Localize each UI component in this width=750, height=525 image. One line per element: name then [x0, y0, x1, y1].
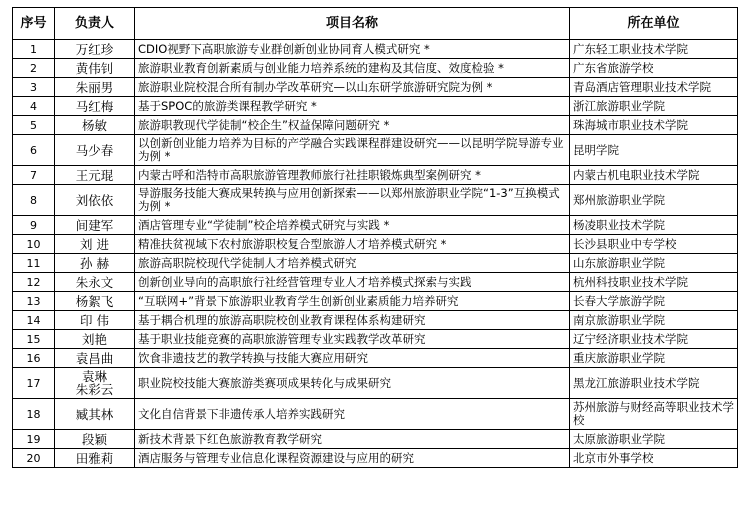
row-person — [55, 368, 135, 399]
row-number: 7 — [13, 166, 55, 185]
row-unit: 浙江旅游职业学院 — [570, 97, 738, 116]
table-row — [13, 59, 738, 78]
row-person: 杨絮飞 — [55, 292, 135, 311]
row-number: 4 — [13, 97, 55, 116]
row-number: 3 — [13, 78, 55, 97]
row-project-title: 精准扶贫视域下农村旅游职校复合型旅游人才培养模式研究 * — [135, 235, 570, 254]
row-unit: 北京市外事学校 — [570, 449, 738, 468]
row-person: 田雅莉 — [55, 449, 135, 468]
row-number: 1 — [13, 40, 55, 59]
header-unit: 所在单位 — [570, 8, 738, 40]
row-person: 黄伟钊 — [55, 59, 135, 78]
table-row — [13, 254, 738, 273]
row-unit: 广东轻工职业技术学院 — [570, 40, 738, 59]
row-unit: 长春大学旅游学院 — [570, 292, 738, 311]
row-person: 万红珍 — [55, 40, 135, 59]
row-project-title: 文化自信背景下非遗传承人培养实践研究 — [135, 399, 570, 430]
row-number: 10 — [13, 235, 55, 254]
row-project-title: 基于职业技能竞赛的高职旅游管理专业实践教学改革研究 — [135, 330, 570, 349]
row-person: 朱永文 — [55, 273, 135, 292]
table-row — [13, 368, 738, 399]
row-unit: 苏州旅游与财经高等职业技术学校 — [570, 399, 738, 430]
row-person: 间建军 — [55, 216, 135, 235]
row-project-title: “互联网+”背景下旅游职业教育学生创新创业素质能力培养研究 — [135, 292, 570, 311]
row-person: 杨敏 — [55, 116, 135, 135]
row-person: 刘 进 — [55, 235, 135, 254]
row-project-title: 基于SPOC的旅游类课程教学研究 * — [135, 97, 570, 116]
table-row — [13, 78, 738, 97]
row-unit: 广东省旅游学校 — [570, 59, 738, 78]
row-unit: 杨凌职业技术学院 — [570, 216, 738, 235]
row-number: 2 — [13, 59, 55, 78]
table-row — [13, 185, 738, 216]
person-name: 朱彩云 — [75, 382, 114, 397]
row-project-title: 旅游职业教育创新素质与创业能力培养系统的建构及其信度、效度检验 * — [135, 59, 570, 78]
table-header-row — [13, 8, 738, 40]
table-row — [13, 235, 738, 254]
row-project-title: 基于耦合机理的旅游高职院校创业教育课程体系构建研究 — [135, 311, 570, 330]
row-unit: 珠海城市职业技术学院 — [570, 116, 738, 135]
row-person: 刘艳 — [55, 330, 135, 349]
row-project-title: 旅游高职院校现代学徒制人才培养模式研究 — [135, 254, 570, 273]
header-no: 序号 — [13, 8, 55, 40]
project-list-table — [12, 7, 738, 468]
table-row — [13, 116, 738, 135]
row-unit: 重庆旅游职业学院 — [570, 349, 738, 368]
row-number: 11 — [13, 254, 55, 273]
row-person: 孙 赫 — [55, 254, 135, 273]
table-row — [13, 216, 738, 235]
table-row — [13, 449, 738, 468]
row-person: 马少春 — [55, 135, 135, 166]
table-row — [13, 273, 738, 292]
table-row — [13, 166, 738, 185]
row-unit: 太原旅游职业学院 — [570, 430, 738, 449]
row-project-title: 导游服务技能大赛成果转换与应用创新探索——以郑州旅游职业学院“1-3”互换模式为例 * — [135, 185, 570, 216]
row-person: 马红梅 — [55, 97, 135, 116]
header-project: 项目名称 — [135, 8, 570, 40]
person-name: 袁琳 — [81, 369, 107, 384]
row-person: 臧其林 — [55, 399, 135, 430]
row-unit: 昆明学院 — [570, 135, 738, 166]
row-number: 17 — [13, 368, 55, 399]
table-row — [13, 292, 738, 311]
row-person: 王元琨 — [55, 166, 135, 185]
row-project-title: 旅游职业院校混合所有制办学改革研究—以山东研学旅游研究院为例 * — [135, 78, 570, 97]
row-number: 13 — [13, 292, 55, 311]
row-number: 6 — [13, 135, 55, 166]
row-project-title: 以创新创业能力培养为目标的产学融合实践课程群建设研究——以昆明学院导游专业为例 * — [135, 135, 570, 166]
row-project-title: 旅游职教现代学徒制“校企生”权益保障问题研究 * — [135, 116, 570, 135]
row-unit: 青岛酒店管理职业技术学院 — [570, 78, 738, 97]
row-person: 刘依依 — [55, 185, 135, 216]
row-project-title: 内蒙古呼和浩特市高职旅游管理教师旅行社挂职锻炼典型案例研究 * — [135, 166, 570, 185]
row-person: 印 伟 — [55, 311, 135, 330]
row-number: 14 — [13, 311, 55, 330]
row-unit: 黑龙江旅游职业技术学院 — [570, 368, 738, 399]
table-row — [13, 40, 738, 59]
row-person: 袁昌曲 — [55, 349, 135, 368]
row-project-title: 酒店管理专业“学徒制”校企培养模式研究与实践 * — [135, 216, 570, 235]
row-number: 12 — [13, 273, 55, 292]
row-person: 段颖 — [55, 430, 135, 449]
row-number: 15 — [13, 330, 55, 349]
row-project-title: 职业院校技能大赛旅游类赛项成果转化与成果研究 — [135, 368, 570, 399]
row-project-title: CDIO视野下高职旅游专业群创新创业协同育人模式研究 * — [135, 40, 570, 59]
row-unit: 郑州旅游职业学院 — [570, 185, 738, 216]
row-person: 朱丽男 — [55, 78, 135, 97]
row-project-title: 新技术背景下红色旅游教育教学研究 — [135, 430, 570, 449]
table-row — [13, 430, 738, 449]
table-body — [13, 40, 738, 468]
row-number: 20 — [13, 449, 55, 468]
header-person: 负责人 — [55, 8, 135, 40]
table-row — [13, 330, 738, 349]
row-unit: 内蒙古机电职业技术学院 — [570, 166, 738, 185]
row-unit: 杭州科技职业技术学院 — [570, 273, 738, 292]
row-project-title: 创新创业导向的高职旅行社经营管理专业人才培养模式探索与实践 — [135, 273, 570, 292]
row-project-title: 饮食非遗技艺的教学转换与技能大赛应用研究 — [135, 349, 570, 368]
row-number: 18 — [13, 399, 55, 430]
table-row — [13, 311, 738, 330]
row-unit: 山东旅游职业学院 — [570, 254, 738, 273]
row-number: 16 — [13, 349, 55, 368]
row-project-title: 酒店服务与管理专业信息化课程资源建设与应用的研究 — [135, 449, 570, 468]
table-row — [13, 349, 738, 368]
table-row — [13, 97, 738, 116]
row-unit: 南京旅游职业学院 — [570, 311, 738, 330]
row-number: 9 — [13, 216, 55, 235]
project-list-table-wrapper — [12, 7, 738, 468]
table-row — [13, 135, 738, 166]
row-unit: 辽宁经济职业技术学院 — [570, 330, 738, 349]
row-unit: 长沙县职业中专学校 — [570, 235, 738, 254]
row-number: 5 — [13, 116, 55, 135]
row-number: 8 — [13, 185, 55, 216]
row-number: 19 — [13, 430, 55, 449]
table-row — [13, 399, 738, 430]
